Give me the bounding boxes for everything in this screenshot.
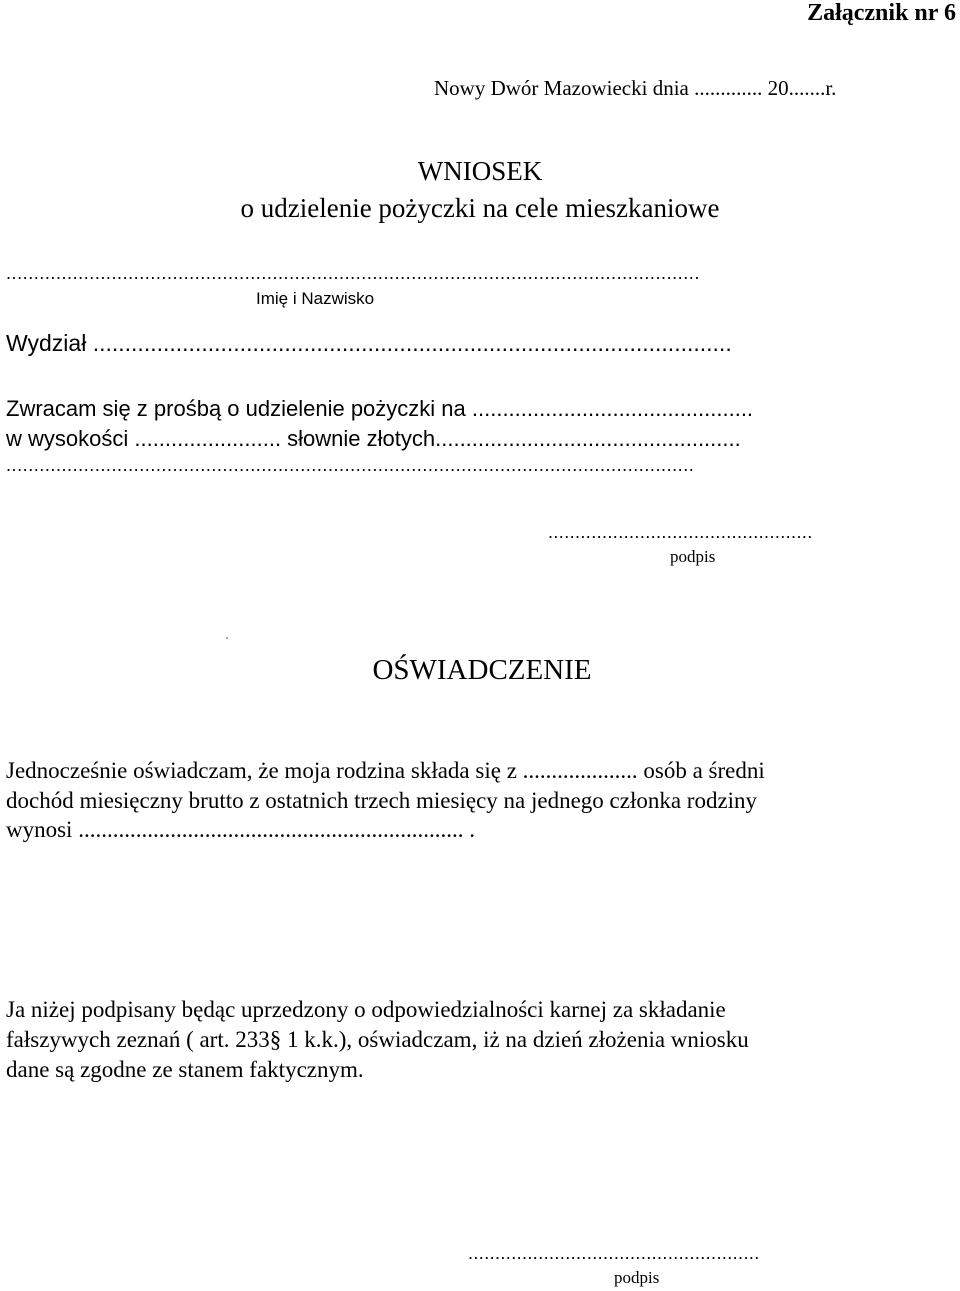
declaration-line-amount[interactable]: wynosi ................................................................... .	[6, 817, 475, 842]
declaration-heading: OŚWIADCZENIE	[372, 654, 592, 686]
attachment-label: Załącznik nr 6	[807, 0, 956, 26]
name-caption: Imię i Nazwisko	[256, 289, 375, 308]
declaration-signature-field[interactable]: ......................................................	[468, 1243, 760, 1263]
scan-speck	[226, 637, 228, 639]
place-date-line[interactable]: Nowy Dwór Mazowiecki dnia ............. 20.......r.	[434, 76, 837, 100]
document-subtitle: o udzielenie pożyczki na cele mieszkaniowe	[240, 193, 720, 223]
document-title: WNIOSEK	[417, 156, 543, 186]
request-signature-caption: podpis	[670, 547, 716, 566]
amount-words-continuation-field[interactable]: ............................................................................................................................	[6, 455, 695, 475]
loan-purpose-field[interactable]: Zwracam się z prośbą o udzielenie pożyczki na ..............................................	[6, 396, 754, 421]
department-field[interactable]: Wydział ....................................................................................................	[6, 330, 732, 356]
loan-amount-field[interactable]: w wysokości ........................ słownie złotych..................................................	[6, 426, 741, 451]
oath-line-1: Ja niżej podpisany będąc uprzedzony o odpowiedzialności karnej za składanie	[6, 997, 726, 1022]
oath-line-3: dane są zgodne ze stanem faktycznym.	[6, 1057, 364, 1082]
declaration-signature-caption: podpis	[614, 1268, 660, 1287]
request-signature-field[interactable]: .................................................	[548, 522, 813, 542]
name-field[interactable]: .............................................................................................................................	[6, 263, 700, 283]
oath-line-2: fałszywych zeznań ( art. 233§ 1 k.k.), oświadczam, iż na dzień złożenia wniosku	[6, 1027, 749, 1052]
declaration-line-income: dochód miesięczny brutto z ostatnich trzech miesięcy na jednego członka rodziny	[6, 788, 758, 813]
declaration-line-household[interactable]: Jednocześnie oświadczam, że moja rodzina składa się z .................... osób a średni	[6, 758, 765, 783]
